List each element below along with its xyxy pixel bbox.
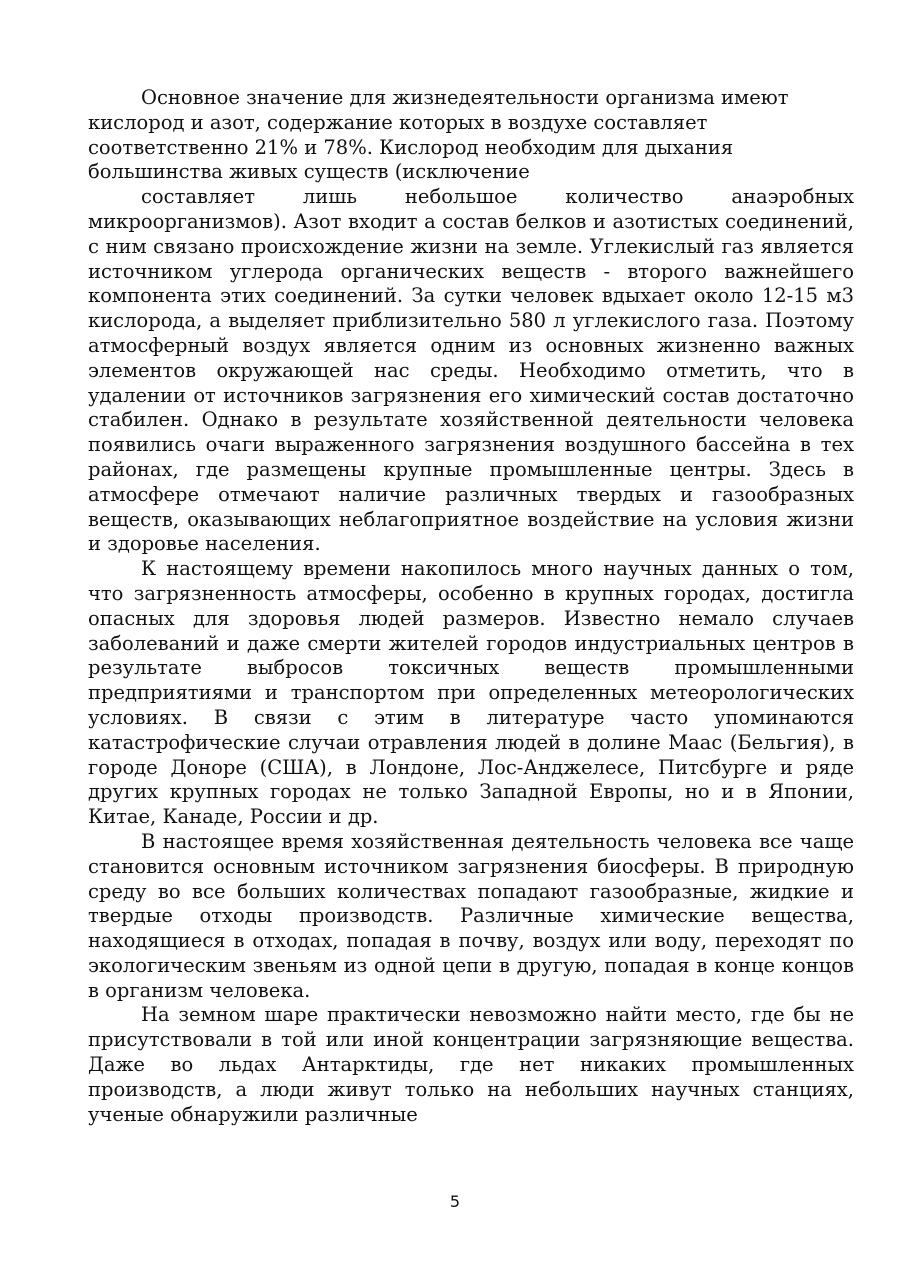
paragraph-economic-activity: В настоящее время хозяйственная деятельность человека все чаще становится основным источником загрязнения биосферы. В природную среду во все больших количествах попадают газообразные, жидкие и твердые отходы производств. Различные химические вещества, находящиеся в отходах, попадая в почву, воздух или воду, переходят по экологическим звеньям из одной цепи в другую, попадая в конце концов в организм человека.: [88, 829, 854, 1002]
paragraph-global-contamination: На земном шаре практически невозможно найти место, где бы не присутствовали в той или иной концентрации загрязняющие вещества. Даже во льдах Антарктиды, где нет никаких промышленных производств, а люди живут только на небольших научных станциях, ученые обнаружили различные: [88, 1003, 854, 1126]
paragraph-oxygen-nitrogen: Основное значение для жизнедеятельности организма имеют кислород и азот, содержание которых в воздухе составляет соответственно 21% и 78%. Кислород необходим для дыхания большинства живых существ (исключение: [88, 86, 789, 184]
page-number: 5: [449, 1192, 461, 1211]
paragraph-atmospheric-air: составляет лишь небольшое количество анаэробных микроорганизмов). Азот входит а состав белков и азотистых соединений, с ним связано происхождение жизни на земле. Углекислый газ является источником углерода органических веществ - второго важнейшего компонента этих соединений. За сутки человек вдыхает около 12-15 м3 кислорода, а выделяет приблизительно 580 л углекислого газа. Поэтому атмосферный воздух является одним из основных жизненно важных элементов окружающей нас среды. Необходимо отметить, что в удалении от источников загрязнения его химический состав достаточно стабилен. Однако в результате хозяйственной деятельности человека появились очаги выраженного загрязнения воздушного бассейна в тех районах, где размещены крупные промышленные центры. Здесь в атмосфере отмечают наличие различных твердых и газообразных веществ, оказывающих неблагоприятное воздействие на условия жизни и здоровье населения.: [88, 185, 854, 556]
document-page: [88, 86, 854, 1127]
paragraph-air-pollution-cities: К настоящему времени накопилось много научных данных о том, что загрязненность атмосферы, особенно в крупных городах, достигла опасных для здоровья людей размеров. Известно немало случаев заболеваний и даже смерти жителей городов индустриальных центров в результате выбросов токсичных веществ промышленными предприятиями и транспортом при определенных метеорологических условиях. В связи с этим в литературе часто упоминаются катастрофические случаи отравления людей в долине Маас (Бельгия), в городе Доноре (США), в Лондоне, Лос-Анджелесе, Питсбурге и ряде других крупных городах не только Западной Европы, но и в Японии, Китае, Канаде, России и др.: [88, 557, 854, 829]
